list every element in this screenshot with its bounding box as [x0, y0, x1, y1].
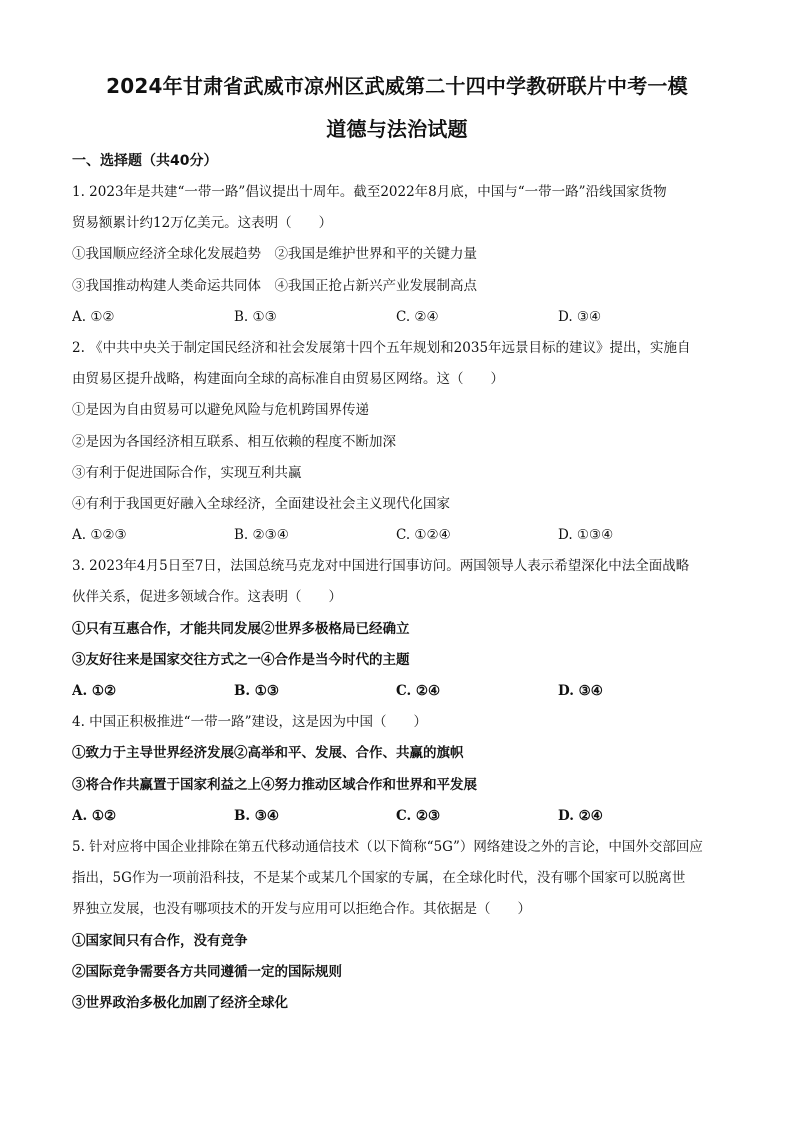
- question-list: [72, 181, 722, 1023]
- exam-subtitle: 道德与法治试题: [326, 117, 468, 141]
- text-line: ③世界政治多极化加剧了经济全球化: [72, 994, 288, 1011]
- text-line: 1. 2023年是共建“一带一路”倡议提出十周年。截至2022年8月底，中国与“一带一路”沿线国家货物: [72, 184, 667, 200]
- text-line: 指出，5G作为一项前沿科技，不是某个或某几个国家的专属，在全球化时代，没有哪个国家可以脱离世: [72, 870, 686, 887]
- answer-option: C. ②③: [396, 807, 441, 824]
- text-line: ①国家间只有合作，没有竞争: [72, 932, 248, 949]
- text-line: 5. 针对应将中国企业排除在第五代移动通信技术（以下简称“5G”）网络建设之外的言论，中国外交部回应: [72, 838, 703, 855]
- text-line: 4. 中国正积极推进“一带一路”建设，这是因为中国（ ）: [72, 714, 427, 731]
- text-line: 3. 2023年4月5日至7日，法国总统马克龙对中国进行国事访问。两国领导人表示希望深化中法全面战略: [72, 558, 690, 575]
- answer-option: D. ①③④: [558, 527, 614, 544]
- text-line: ②国际竞争需要各方共同遵循一定的国际规则: [72, 963, 342, 980]
- answer-option: B. ②③④: [234, 527, 289, 544]
- answer-option: A. ①②③: [72, 527, 127, 544]
- exam-title: 2024年甘肃省武威市凉州区武威第二十四中学教研联片中考一模: [106, 74, 688, 98]
- answer-option: B. ①③: [234, 683, 280, 699]
- text-line: ①只有互惠合作，才能共同发展②世界多极格局已经确立: [72, 620, 410, 637]
- answer-options: [72, 805, 722, 836]
- answer-option: A. ①②: [72, 683, 117, 699]
- section-heading: 一、选择题（共40分）: [72, 153, 218, 169]
- answer-option: B. ③④: [234, 807, 280, 824]
- answer-options: [72, 680, 722, 711]
- answer-options: [72, 306, 722, 337]
- answer-option: C. ②④: [396, 683, 441, 699]
- text-line: ③有利于促进国际合作，实现互利共赢: [72, 464, 302, 481]
- text-line: 界独立发展，也没有哪项技术的开发与应用可以拒绝合作。其依据是（ ）: [72, 901, 531, 918]
- text-line: ③我国推动构建人类命运共同体 ④我国正抢占新兴产业发展制高点: [72, 277, 477, 294]
- answer-option: A. ①②: [72, 308, 115, 325]
- answer-options: [72, 524, 722, 555]
- text-line: 贸易额累计约12万亿美元。这表明（ ）: [72, 215, 333, 232]
- text-line: ①是因为自由贸易可以避免风险与危机跨国界传递: [72, 402, 369, 419]
- text-line: ④有利于我国更好融入全球经济，全面建设社会主义现代化国家: [72, 495, 450, 512]
- text-line: 2. 《中共中央关于制定国民经济和社会发展第十四个五年规划和2035年远景目标的建议》提出，实施自: [72, 339, 691, 356]
- answer-option: D. ③④: [558, 308, 602, 325]
- text-line: 由贸易区提升战略，构建面向全球的高标准自由贸易区网络。这（ ）: [72, 371, 504, 388]
- answer-option: B. ①③: [234, 308, 277, 325]
- text-line: ②是因为各国经济相互联系、相互依赖的程度不断加深: [72, 433, 396, 450]
- answer-option: D. ②④: [558, 807, 603, 824]
- answer-option: C. ①②④: [396, 527, 451, 544]
- text-line: ③友好往来是国家交往方式之一④合作是当今时代的主题: [72, 651, 410, 668]
- text-line: 伙伴关系，促进多领域合作。这表明（ ）: [72, 589, 342, 606]
- answer-option: C. ②④: [396, 308, 439, 325]
- text-line: ①致力于主导世界经济发展②高举和平、发展、合作、共赢的旗帜: [72, 745, 464, 762]
- answer-option: A. ①②: [72, 807, 117, 824]
- answer-option: D. ③④: [558, 683, 603, 699]
- text-line: ①我国顺应经济全球化发展趋势 ②我国是维护世界和平的关键力量: [72, 246, 477, 263]
- text-line: ③将合作共赢置于国家利益之上④努力推动区域合作和世界和平发展: [72, 776, 477, 793]
